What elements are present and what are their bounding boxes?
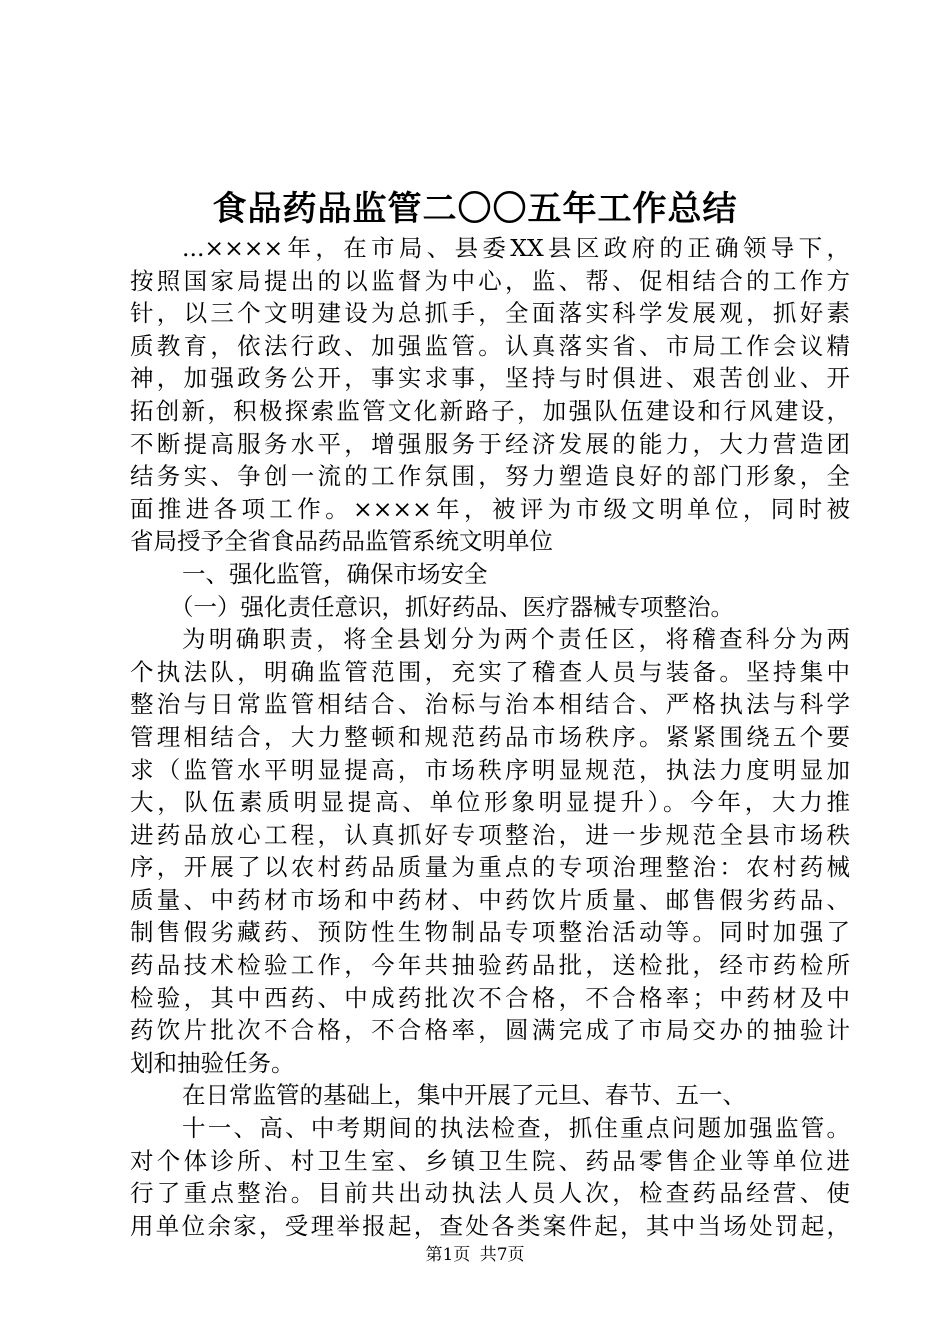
body-line: 行了重点整治。目前共出动执法人员人次，检查药品经营、使 (130, 1179, 850, 1208)
body-line: 在日常监管的基础上，集中开展了元旦、春节、五一、 (182, 1081, 746, 1110)
body-line: 求（监管水平明显提高，市场秩序明显规范，执法力度明显加 (130, 755, 850, 784)
body-line: 结务实、争创一流的工作氛围，努力塑造良好的部门形象，全 (130, 462, 850, 491)
body-line: 面推进各项工作。××××年，被评为市级文明单位，同时被 (130, 494, 850, 523)
body-line: 十一、高、中考期间的执法检查，抓住重点问题加强监管。 (182, 1114, 850, 1143)
page-footer (0, 1244, 950, 1266)
body-line: 药饮片批次不合格，不合格率，圆满完成了市局交办的抽验计 (130, 1016, 850, 1045)
body-line: 进药品放心工程，认真抓好专项整治，进一步规范全县市场秩 (130, 820, 850, 849)
body-line: 对个体诊所、村卫生室、乡镇卫生院、药品零售企业等单位进 (130, 1146, 850, 1175)
body-line: 不断提高服务水平，增强服务于经济发展的能力，大力营造团 (130, 429, 850, 458)
body-line: 神，加强政务公开，事实求事，坚持与时俱进、艰苦创业、开 (130, 364, 850, 393)
body-line: 检验，其中西药、中成药批次不合格，不合格率；中药材及中 (130, 983, 850, 1012)
body-line: 拓创新，积极探索监管文化新路子，加强队伍建设和行风建设， (130, 396, 850, 425)
body-line: 为明确职责，将全县划分为两个责任区，将稽查科分为两 (182, 625, 850, 654)
body-line: （一）强化责任意识，抓好药品、医疗器械专项整治。 (170, 592, 734, 621)
body-line: 个执法队，明确监管范围，充实了稽查人员与装备。坚持集中 (130, 657, 850, 686)
body-line: 序，开展了以农村药品质量为重点的专项治理整治：农村药械 (130, 853, 850, 882)
body-line: 制售假劣藏药、预防性生物制品专项整治活动等。同时加强了 (130, 918, 850, 947)
body-line: 大，队伍素质明显提高、单位形象明显提升）。今年，大力推 (130, 788, 850, 817)
body-line: 按照国家局提出的以监督为中心，监、帮、促相结合的工作方 (130, 266, 850, 295)
body-line: 整治与日常监管相结合、治标与治本相结合、严格执法与科学 (130, 690, 850, 719)
body-line: 省局授予全省食品药品监管系统文明单位 (130, 527, 553, 556)
document-title: 食品药品监管二〇〇五年工作总结 (212, 189, 738, 229)
body-line: 一、强化监管，确保市场安全 (182, 559, 488, 588)
body-line: 针，以三个文明建设为总抓手，全面落实科学发展观，抓好素 (130, 299, 850, 328)
body-line: 用单位余家，受理举报起，查处各类案件起，其中当场处罚起， (130, 1211, 850, 1240)
body-line: 管理相结合，大力整顿和规范药品市场秩序。紧紧围绕五个要 (130, 722, 850, 751)
body-line: 质量、中药材市场和中药材、中药饮片质量、邮售假劣药品、 (130, 885, 850, 914)
page-number: 第1页 (425, 1245, 471, 1265)
body-line: 质教育，依法行政、加强监管。认真落实省、市局工作会议精 (130, 331, 850, 360)
document-body (130, 232, 850, 1242)
body-line: 药品技术检验工作，今年共抽验药品批，送检批，经市药检所 (130, 951, 850, 980)
page-total: 共7页 (479, 1245, 525, 1265)
body-line: 划和抽验任务。 (130, 1048, 295, 1077)
body-line: ...××××年，在市局、县委XX县区政府的正确领导下， (182, 234, 850, 262)
